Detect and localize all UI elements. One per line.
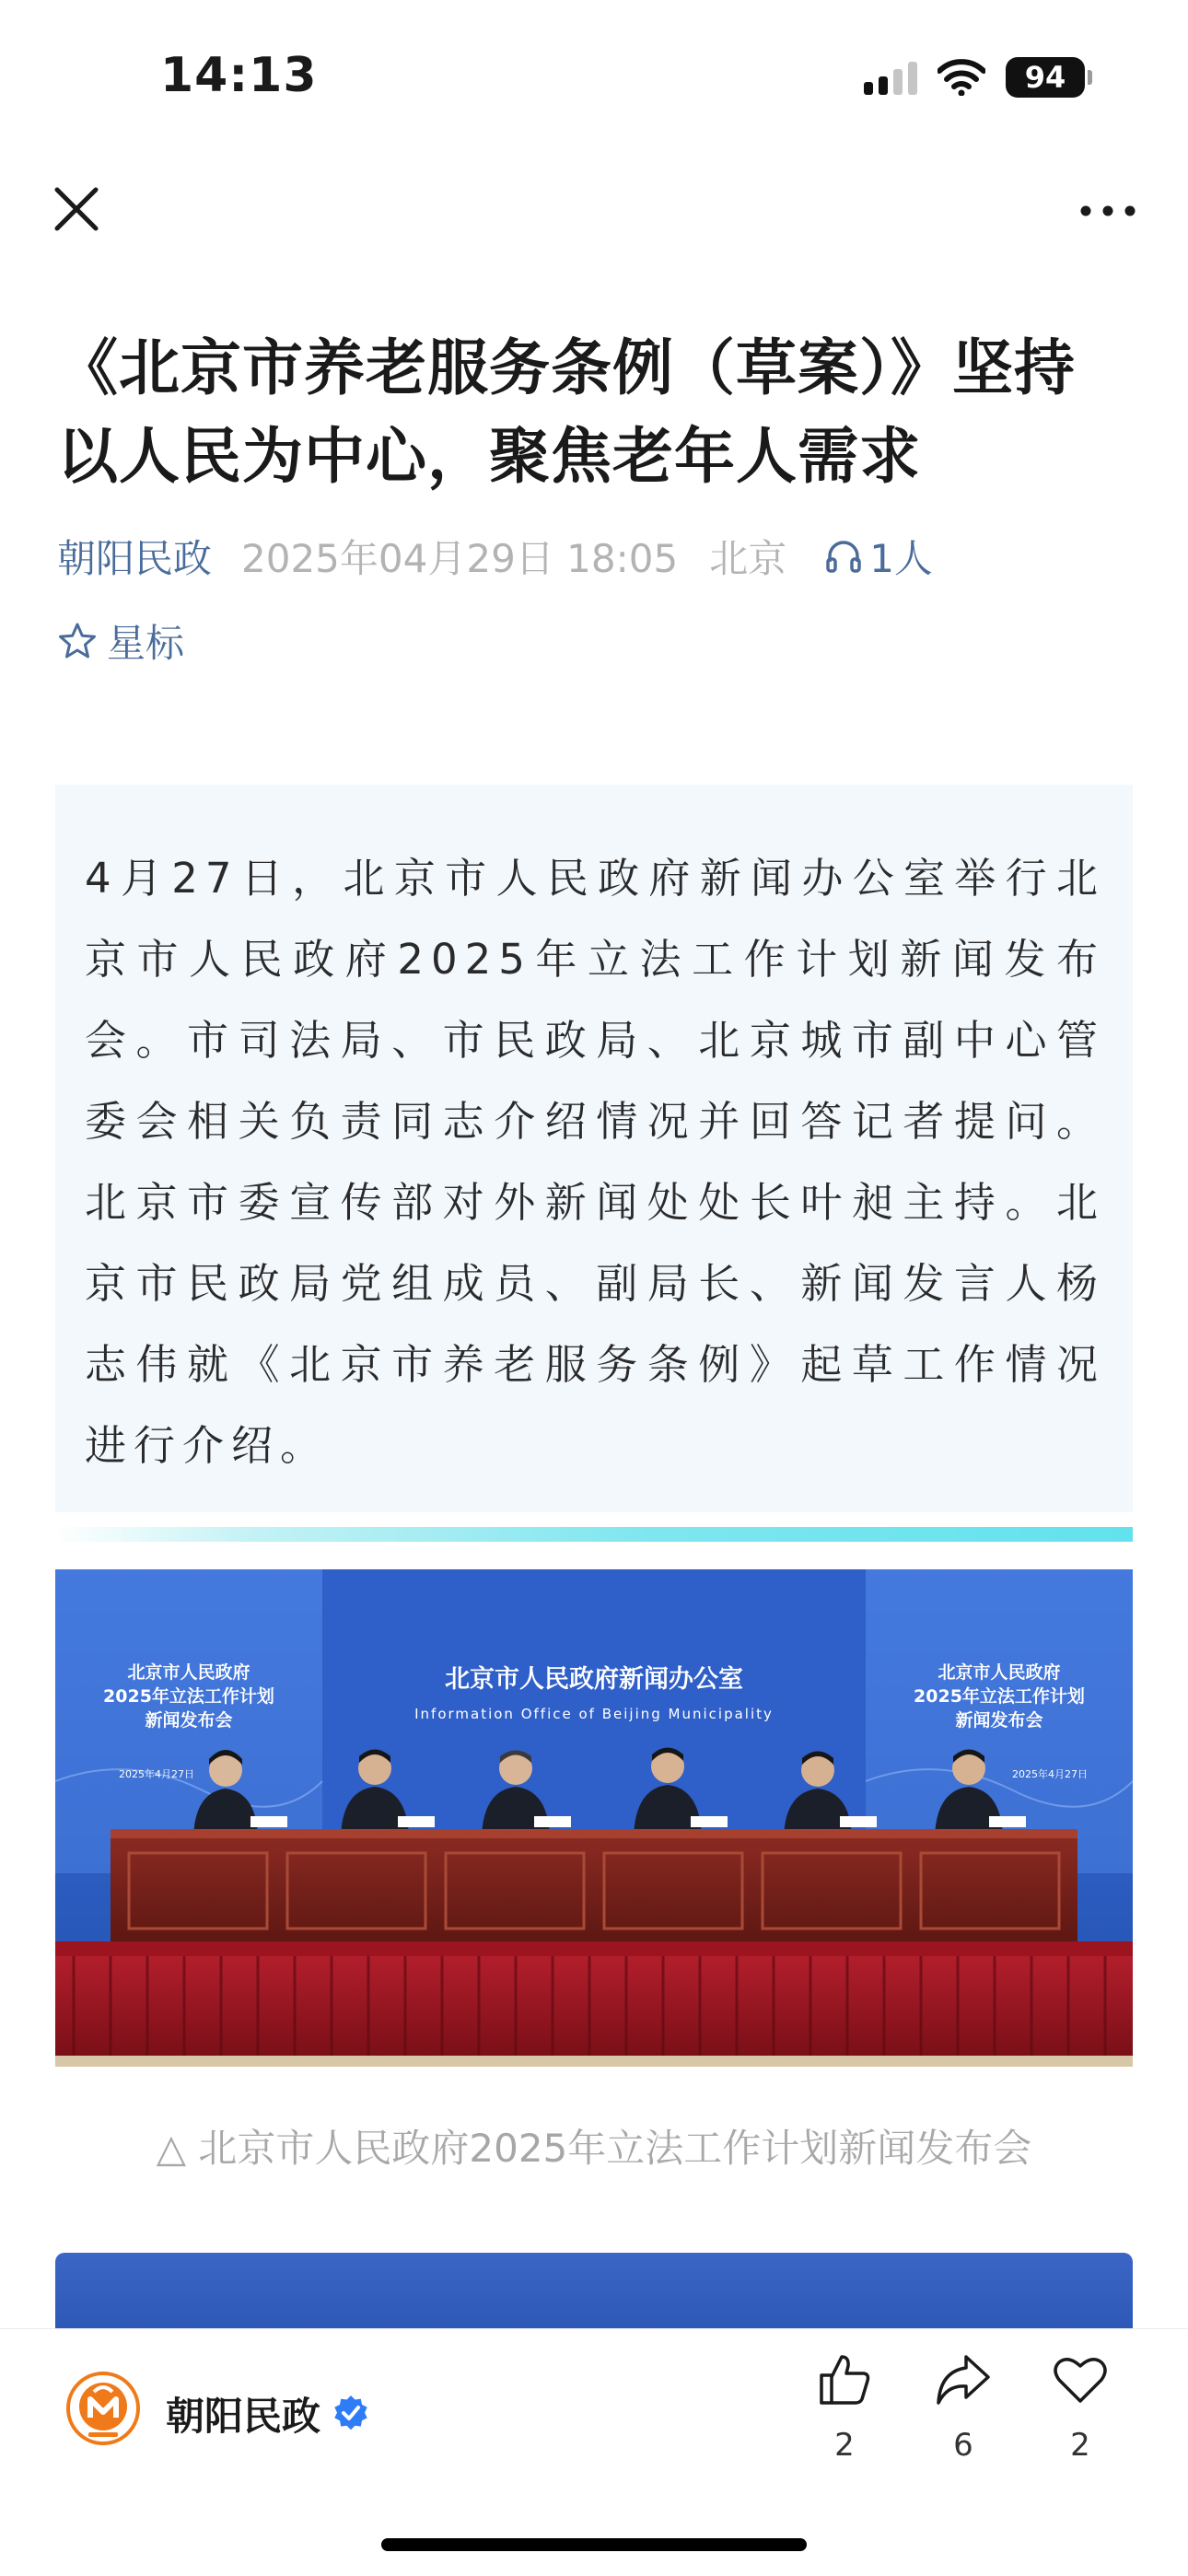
side-panel-right-line-3: 新闻发布会 — [955, 1710, 1043, 1731]
side-panel-line-2: 2025年立法工作计划 — [103, 1686, 274, 1707]
favorite-button[interactable] — [1039, 2351, 1122, 2464]
share-arrow-icon — [935, 2351, 992, 2408]
home-indicator[interactable] — [381, 2538, 807, 2551]
article-title: 《北京市养老服务条例（草案）》坚持以人民为中心，聚焦老年人需求 — [57, 332, 1076, 492]
status-time: 14:13 — [160, 48, 318, 103]
side-panel-date: 2025年4月27日 — [119, 1768, 194, 1780]
like-count: 2 — [834, 2427, 855, 2464]
side-panel-right-line-1: 北京市人民政府 — [938, 1662, 1061, 1683]
side-panel-right-date: 2025年4月27日 — [1012, 1768, 1088, 1780]
side-panel-right-line-2: 2025年立法工作计划 — [914, 1686, 1085, 1707]
summary-box — [55, 785, 1133, 1512]
account-name[interactable]: 朝阳民政 — [166, 2394, 321, 2439]
thumbs-up-icon — [816, 2351, 873, 2408]
heart-icon — [1052, 2351, 1109, 2408]
favorite-count: 2 — [1070, 2427, 1090, 2464]
close-button[interactable] — [48, 181, 105, 238]
wifi-icon — [938, 59, 985, 96]
share-button[interactable] — [922, 2351, 1005, 2464]
status-icons — [864, 57, 1085, 98]
side-panel-line-1: 北京市人民政府 — [127, 1662, 250, 1683]
photo-illustration — [55, 1569, 1133, 2067]
cellular-signal-icon — [864, 60, 917, 95]
summary-text: 4月27日，北京市人民政府新闻办公室举行北京市人民政府2025年立法工作计划新闻发布会。市司法局、市民政局、北京城市副中心管委会相关负责同志介绍情况并回答记者提问。北京市委宣传部对外新闻处处长叶昶主持。北京市民政局党组成员、副局长、新闻发言人杨志伟就《北京市养老服务条例》起草工作情况进行介绍。 — [85, 854, 1105, 1470]
battery-icon: 94 — [1006, 57, 1085, 98]
banner-title: 北京市人民政府新闻办公室 — [445, 1665, 743, 1694]
source-account-link[interactable]: 朝阳民政 — [57, 536, 213, 581]
headphones-icon — [823, 536, 864, 577]
publish-location: 北京 — [709, 536, 787, 581]
listener-count: 1人 — [869, 536, 933, 581]
star-button[interactable] — [57, 613, 184, 669]
share-count: 6 — [953, 2427, 973, 2464]
press-conference-photo[interactable] — [55, 1569, 1133, 2067]
listen-button[interactable] — [823, 529, 933, 584]
verified-badge-icon — [332, 2394, 370, 2432]
like-button[interactable] — [803, 2351, 886, 2464]
close-icon — [48, 181, 105, 238]
publish-date: 2025年04月29日 18:05 — [241, 536, 679, 581]
second-article-image[interactable] — [55, 2253, 1133, 2336]
photo-caption: △ 北京市人民政府2025年立法工作计划新闻发布会 — [156, 2126, 1032, 2171]
article-meta — [57, 529, 933, 584]
more-dots-icon — [1076, 188, 1140, 234]
more-options-button[interactable] — [1076, 188, 1140, 234]
account-avatar[interactable] — [66, 2372, 140, 2445]
banner-subtitle: Information Office of Beijing Municipality — [414, 1706, 774, 1722]
side-panel-line-3: 新闻发布会 — [145, 1710, 233, 1731]
star-icon — [57, 621, 98, 661]
gradient-divider — [55, 1527, 1133, 1542]
star-label: 星标 — [107, 621, 185, 666]
